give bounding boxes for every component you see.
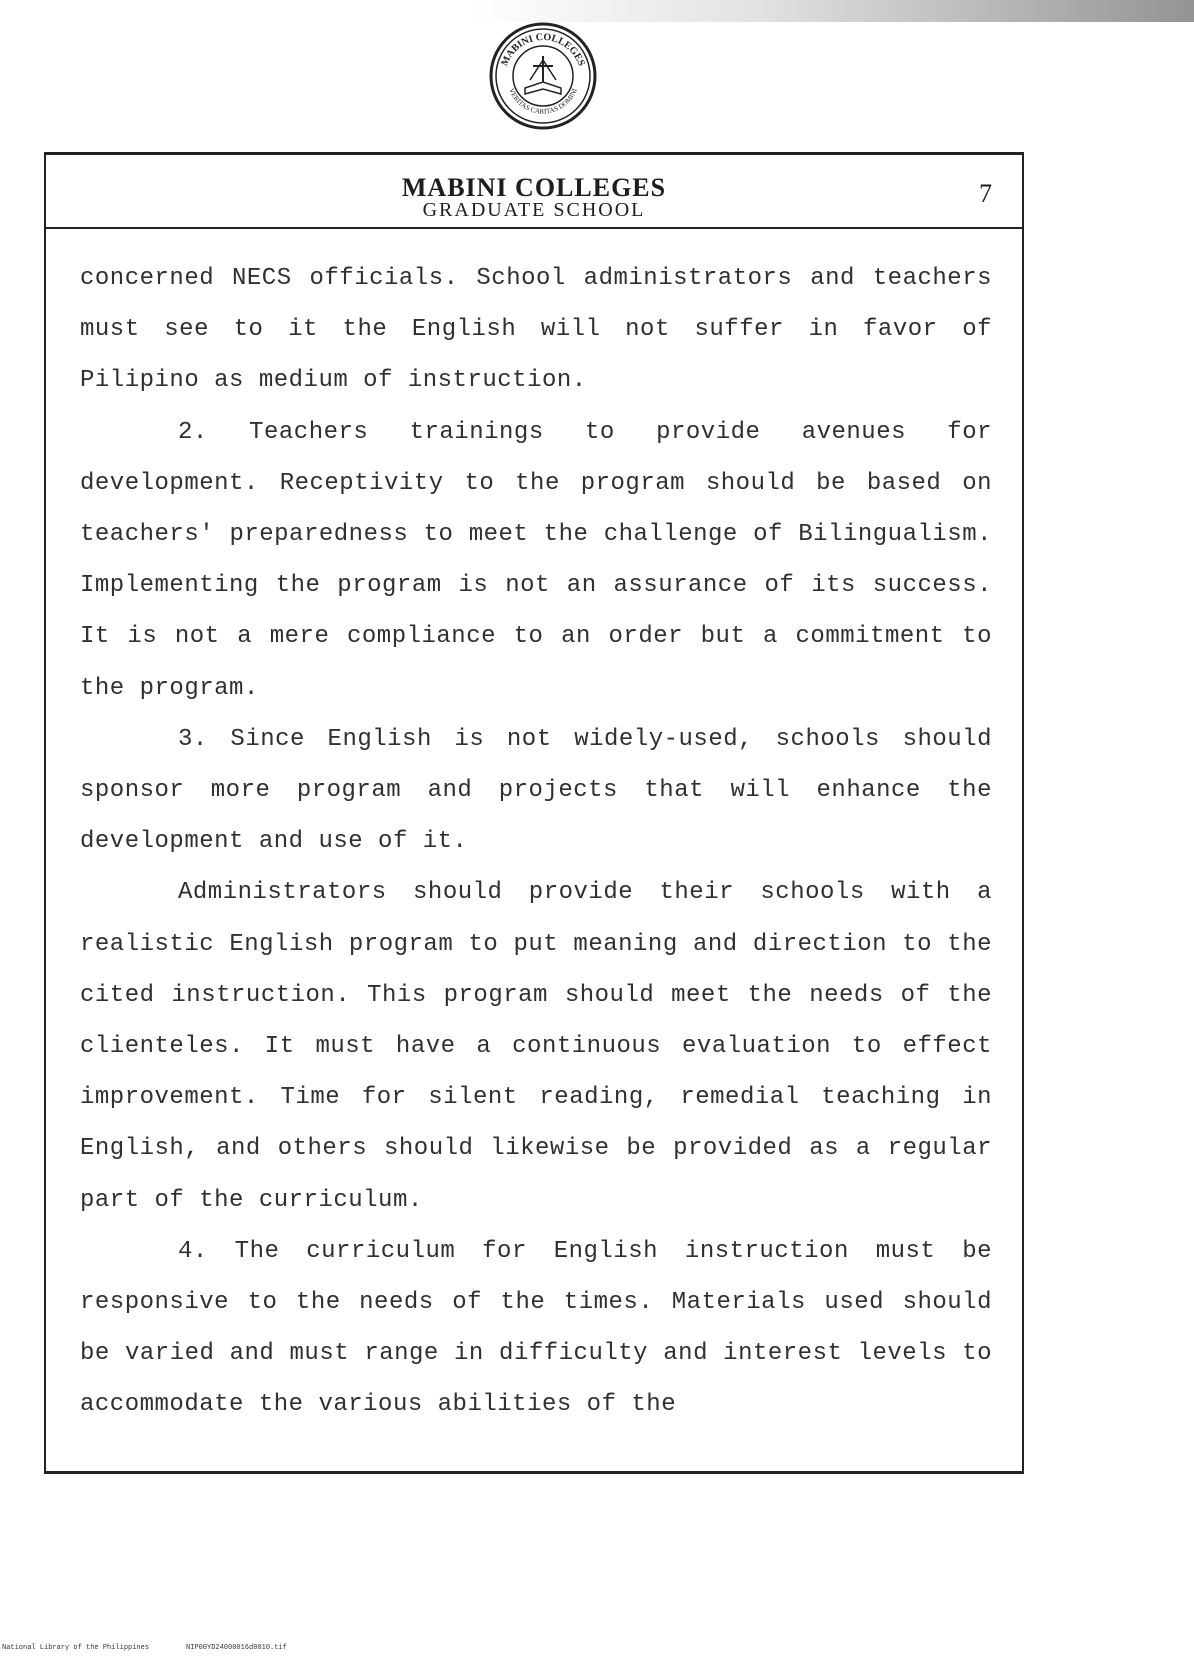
page-header — [46, 155, 1022, 229]
body-text — [80, 253, 992, 1431]
paragraph: concerned NECS officials. School administrators and teachers must see to it the English will not suffer in favor of Pilipino as medium of instruction. — [80, 265, 992, 395]
paragraph: 4. The curriculum for English instruction must be responsive to the needs of the times. Materials used should be varied and must range in difficulty and interest levels to accommodate the various abilities of the — [80, 1237, 992, 1419]
page-frame — [44, 152, 1024, 1474]
school-unit: GRADUATE SCHOOL — [422, 199, 646, 221]
seal-emblem-icon — [478, 20, 608, 130]
library-credit: National Library of the Philippines — [2, 1644, 150, 1652]
scan-edge-artifact — [470, 0, 1194, 22]
paragraph: Administrators should provide their schools with a realistic English program to put meaning and direction to the cited instruction. This program should meet the needs of the clienteles. It must have a continuous evaluation to effect improvement. Time for silent reading, remedial teaching in English, and others should likewise be provided as a regular part of the curriculum. — [80, 879, 992, 1214]
institution-name: MABINI COLLEGES — [401, 173, 667, 202]
college-seal — [478, 20, 608, 130]
svg-text:VERITAS CARITAS DOMINI: VERITAS CARITAS DOMINI — [507, 87, 579, 116]
svg-text:MABINI COLLEGES: MABINI COLLEGES — [499, 31, 587, 68]
page-number: 7 — [979, 179, 992, 208]
paragraph: 2. Teachers trainings to provide avenues for development. Receptivity to the program should be based on teachers' preparedness to meet the challenge of Bilingualism. Implementing the program is not an assurance of its success. It is not a mere compliance to an order but a commitment to the program. — [80, 418, 992, 702]
file-id: NIP00YD24000016d0010.tif — [186, 1644, 287, 1652]
paragraph: 3. Since English is not widely-used, schools should sponsor more program and projects that will enhance the development and use of it. — [80, 725, 992, 856]
